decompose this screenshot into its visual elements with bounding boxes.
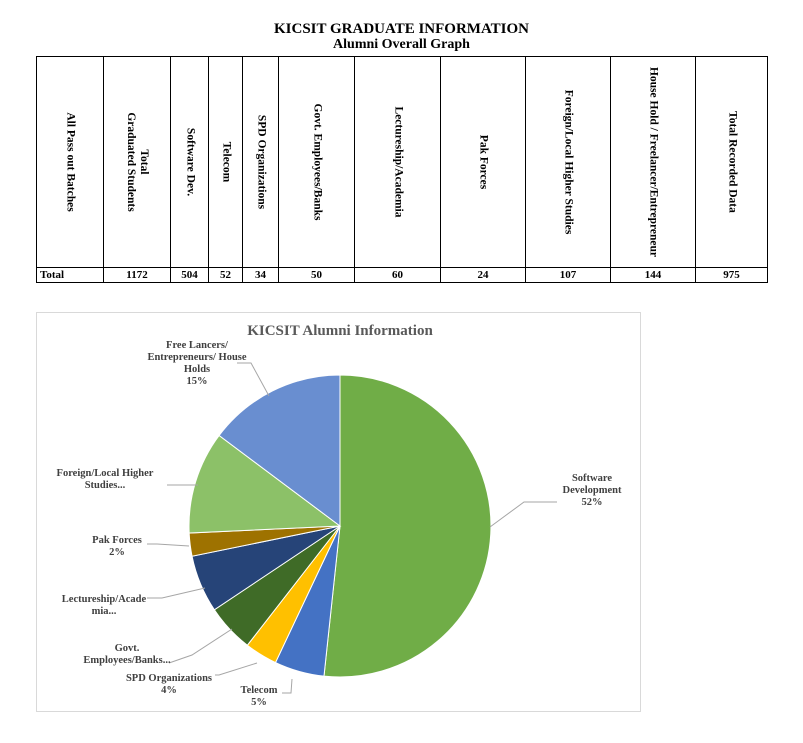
data-label-pak-forces: Pak Forces 2% bbox=[92, 535, 142, 558]
page-title: KICSIT GRADUATE INFORMATION bbox=[273, 21, 530, 37]
col-header-label: SPD Organizations bbox=[255, 114, 267, 210]
page-subtitle: Alumni Overall Graph bbox=[333, 37, 470, 52]
pie-chart bbox=[37, 313, 642, 713]
leader-line bbox=[147, 588, 205, 598]
col-header bbox=[171, 57, 209, 268]
col-header bbox=[526, 57, 611, 268]
leader-line bbox=[147, 544, 189, 546]
table-cell: 1172 bbox=[104, 268, 171, 283]
table-total-row bbox=[37, 268, 768, 283]
col-header-label: All Pass out Batches bbox=[64, 112, 77, 212]
chart-title: KICSIT Alumni Information bbox=[247, 323, 433, 339]
data-label-software-development: Software Development 52% bbox=[562, 473, 622, 508]
table-cell: 144 bbox=[611, 268, 696, 283]
col-header-label: Lectureship/Academia bbox=[392, 106, 404, 218]
leader-line bbox=[490, 502, 557, 527]
chart-area bbox=[36, 312, 641, 712]
table-cell: 52 bbox=[209, 268, 243, 283]
alumni-table bbox=[36, 56, 768, 283]
pie-slice-software-development bbox=[324, 375, 491, 677]
table-cell: 34 bbox=[243, 268, 279, 283]
table-cell: 24 bbox=[441, 268, 526, 283]
table-cell: 60 bbox=[355, 268, 441, 283]
col-header-label: Total Graduated Students bbox=[125, 112, 150, 212]
table-cell: 107 bbox=[526, 268, 611, 283]
leader-line bbox=[282, 679, 292, 693]
data-label-lectureship-academia: Lectureship/Acade mia... bbox=[61, 594, 147, 617]
data-label-foreign-local-higher-studies: Foreign/Local Higher Studies... bbox=[56, 468, 154, 491]
leader-line bbox=[237, 363, 269, 396]
col-header bbox=[104, 57, 171, 268]
table-header-row bbox=[37, 57, 768, 268]
col-header bbox=[696, 57, 768, 268]
col-header bbox=[37, 57, 104, 268]
col-header-label: Total Recorded Data bbox=[726, 111, 738, 213]
leader-line bbox=[215, 663, 257, 675]
data-label-spd-organizations: SPD Organizations 4% bbox=[125, 673, 213, 696]
col-header bbox=[279, 57, 355, 268]
data-label-free-lancers-entrepreneurs-house-holds: Free Lancers/ Entrepreneurs/ House Holds 15% bbox=[147, 340, 247, 387]
col-header bbox=[243, 57, 279, 268]
col-header bbox=[355, 57, 441, 268]
col-header-label: House Hold / Freelancer/Entrepreneur bbox=[647, 66, 660, 258]
col-header bbox=[611, 57, 696, 268]
leader-line bbox=[169, 629, 232, 663]
col-header-label: Govt. Employees/Banks bbox=[311, 103, 323, 221]
col-header-label: Pak Forces bbox=[477, 134, 490, 190]
table-cell: 975 bbox=[696, 268, 768, 283]
data-label-govt-employees-banks: Govt. Employees/Banks... bbox=[83, 643, 171, 666]
table-cell: 504 bbox=[171, 268, 209, 283]
table-cell: Total bbox=[37, 268, 104, 283]
data-label-telecom: Telecom 5% bbox=[240, 685, 278, 708]
col-header-label: Foreign/Local Higher Studies bbox=[562, 89, 575, 235]
col-header-label: Software Dev. bbox=[184, 127, 196, 197]
col-header-label: Telecom bbox=[220, 141, 232, 183]
col-header bbox=[441, 57, 526, 268]
col-header bbox=[209, 57, 243, 268]
table-cell: 50 bbox=[279, 268, 355, 283]
